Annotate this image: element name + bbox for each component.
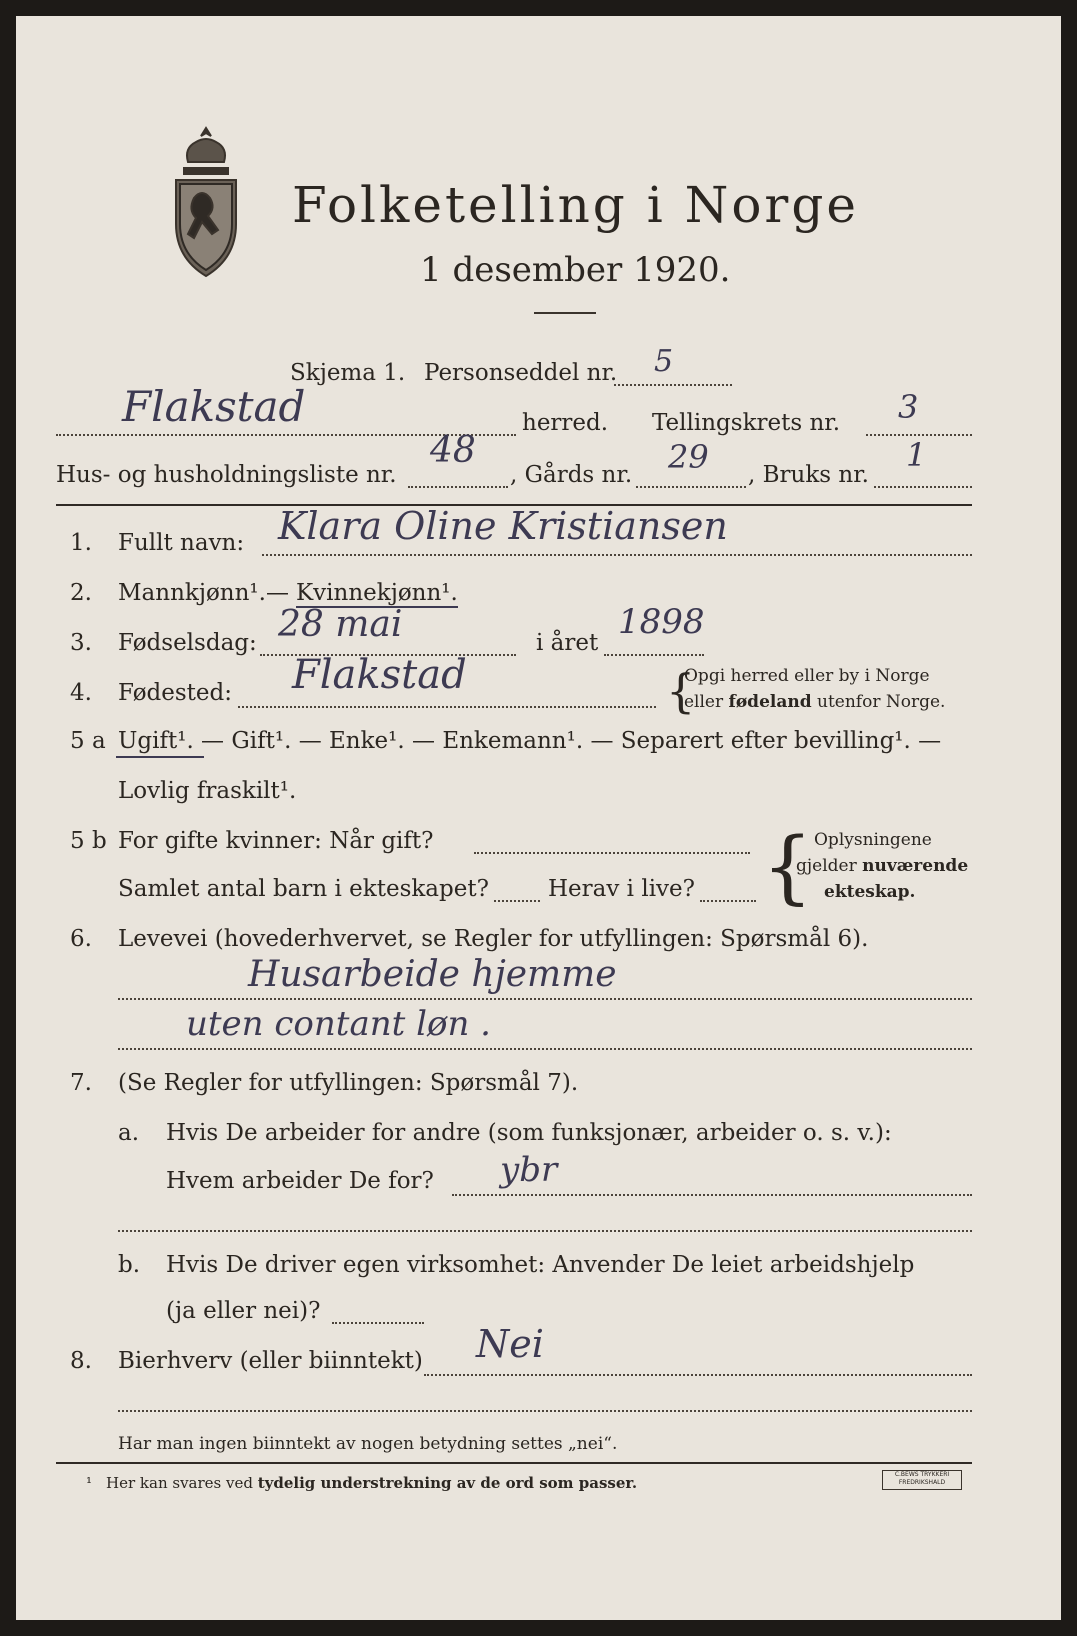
gards-field[interactable] xyxy=(636,486,746,488)
q3-number: 3. xyxy=(70,630,92,656)
q6-number: 6. xyxy=(70,926,92,952)
personseddel-value: 5 xyxy=(654,344,674,379)
q7a-line1: Hvis De arbeider for andre (som funksjonær, arbeider o. s. v.): xyxy=(166,1120,892,1146)
q3-label: Fødselsdag: xyxy=(118,630,257,656)
q5b-herav-label: Herav i live? xyxy=(548,876,695,902)
arbeidsgiver-field-2[interactable] xyxy=(118,1230,972,1232)
q7a-line2: Hvem arbeider De for? xyxy=(166,1168,434,1194)
census-form-page xyxy=(16,16,1061,1620)
year-label: i året xyxy=(536,630,599,656)
printer-line2: FREDRIKSHALD xyxy=(898,1479,946,1486)
q4-brace: { xyxy=(666,664,696,718)
q5b-note1: Oplysningene xyxy=(814,830,932,850)
year-value: 1898 xyxy=(618,602,705,642)
herred-label: herred. xyxy=(522,410,609,436)
bruks-value: 1 xyxy=(906,436,927,474)
barn-field[interactable] xyxy=(494,900,540,902)
q2-number: 2. xyxy=(70,580,92,606)
gards-value: 29 xyxy=(668,438,709,476)
bierhverv-value: Nei xyxy=(476,1322,544,1366)
q7-label: (Se Regler for utfyllingen: Spørsmål 7). xyxy=(118,1070,579,1096)
printer-line1: C.BEWS TRYKKERI xyxy=(894,1471,950,1478)
q5b-barn-label: Samlet antal barn i ekteskapet? xyxy=(118,876,489,902)
q7b-line2: (ja eller nei)? xyxy=(166,1298,321,1324)
form-title: Folketelling i Norge xyxy=(292,176,859,234)
fullt-navn-value: Klara Oline Kristiansen xyxy=(278,504,728,548)
q2-separator: — xyxy=(266,580,289,606)
personseddel-field[interactable] xyxy=(614,384,732,386)
skjema-label: Skjema 1. xyxy=(290,360,406,386)
levevei-answer-1: Husarbeide hjemme xyxy=(248,954,617,995)
q5b-note2: gjelder nuværende xyxy=(796,856,969,876)
coat-of-arms-icon xyxy=(166,124,246,280)
hus-field[interactable] xyxy=(408,486,508,488)
fullt-navn-field[interactable] xyxy=(262,554,972,556)
hus-label: Hus- og husholdningsliste nr. xyxy=(56,462,397,488)
footer-divider xyxy=(56,1462,972,1464)
fodested-field[interactable] xyxy=(238,706,656,708)
bruks-label: , Bruks nr. xyxy=(748,462,869,488)
hus-value: 48 xyxy=(430,430,476,471)
herav-field[interactable] xyxy=(700,900,756,902)
printer-stamp xyxy=(882,1470,962,1490)
q1-label: Fullt navn: xyxy=(118,530,245,556)
male-option[interactable]: Mannkjønn¹. xyxy=(118,580,266,606)
q1-number: 1. xyxy=(70,530,92,556)
year-field[interactable] xyxy=(604,654,704,656)
tellingskrets-value: 3 xyxy=(898,388,919,426)
arbeidsgiver-value: ybr xyxy=(500,1150,558,1190)
q5a-number: 5 a xyxy=(70,728,106,754)
female-option[interactable]: Kvinnekjønn¹. xyxy=(296,580,458,606)
form-date: 1 desember 1920. xyxy=(420,250,731,290)
levevei-field-1[interactable] xyxy=(118,998,972,1000)
nar-gift-field[interactable] xyxy=(474,852,750,854)
title-divider xyxy=(534,312,596,314)
q8-label: Bierhverv (eller biinntekt) xyxy=(118,1348,423,1374)
q5b-line1: For gifte kvinner: Når gift? xyxy=(118,828,434,854)
q5b-number: 5 b xyxy=(70,828,107,854)
gards-label: , Gårds nr. xyxy=(510,462,633,488)
arbeidsgiver-field[interactable] xyxy=(452,1194,972,1196)
bruks-field[interactable] xyxy=(874,486,972,488)
arbeidshjelp-field[interactable] xyxy=(332,1322,424,1324)
tellingskrets-label: Tellingskrets nr. xyxy=(652,410,841,436)
ugift-underline xyxy=(116,756,204,758)
q8-number: 8. xyxy=(70,1348,92,1374)
q7b-line1: Hvis De driver egen virksomhet: Anvender De leiet arbeidshjelp xyxy=(166,1252,915,1278)
personseddel-label: Personseddel nr. xyxy=(424,360,618,386)
civil-status-options-2[interactable]: Lovlig fraskilt¹. xyxy=(118,778,297,804)
footnote: ¹ Her kan svares ved tydelig understrekning av de ord som passer. xyxy=(86,1474,638,1492)
q7b-letter: b. xyxy=(118,1252,141,1278)
q4-number: 4. xyxy=(70,680,92,706)
fodested-value: Flakstad xyxy=(292,652,467,698)
levevei-field-2[interactable] xyxy=(118,1048,972,1050)
q4-note-line1: Opgi herred eller by i Norge xyxy=(684,666,930,686)
fodselsdag-value: 28 mai xyxy=(278,604,403,645)
q4-label: Fødested: xyxy=(118,680,233,706)
q4-note-line2: eller fødeland utenfor Norge. xyxy=(684,692,946,712)
q7a-letter: a. xyxy=(118,1120,140,1146)
bierhverv-field-2[interactable] xyxy=(118,1410,972,1412)
bierhverv-field[interactable] xyxy=(424,1374,972,1376)
herred-value: Flakstad xyxy=(122,382,306,431)
footer-note: Har man ingen biinntekt av nogen betydning settes „nei“. xyxy=(118,1434,618,1454)
q6-label: Levevei (hovederhvervet, se Regler for utfyllingen: Spørsmål 6). xyxy=(118,926,869,952)
civil-status-options[interactable]: Ugift¹. — Gift¹. — Enke¹. — Enkemann¹. — Separert efter bevilling¹. — xyxy=(118,728,942,754)
q7-number: 7. xyxy=(70,1070,92,1096)
q5b-brace: { xyxy=(762,820,813,913)
levevei-answer-2: uten contant løn . xyxy=(186,1004,491,1044)
q5b-note3: ekteskap. xyxy=(824,882,916,902)
